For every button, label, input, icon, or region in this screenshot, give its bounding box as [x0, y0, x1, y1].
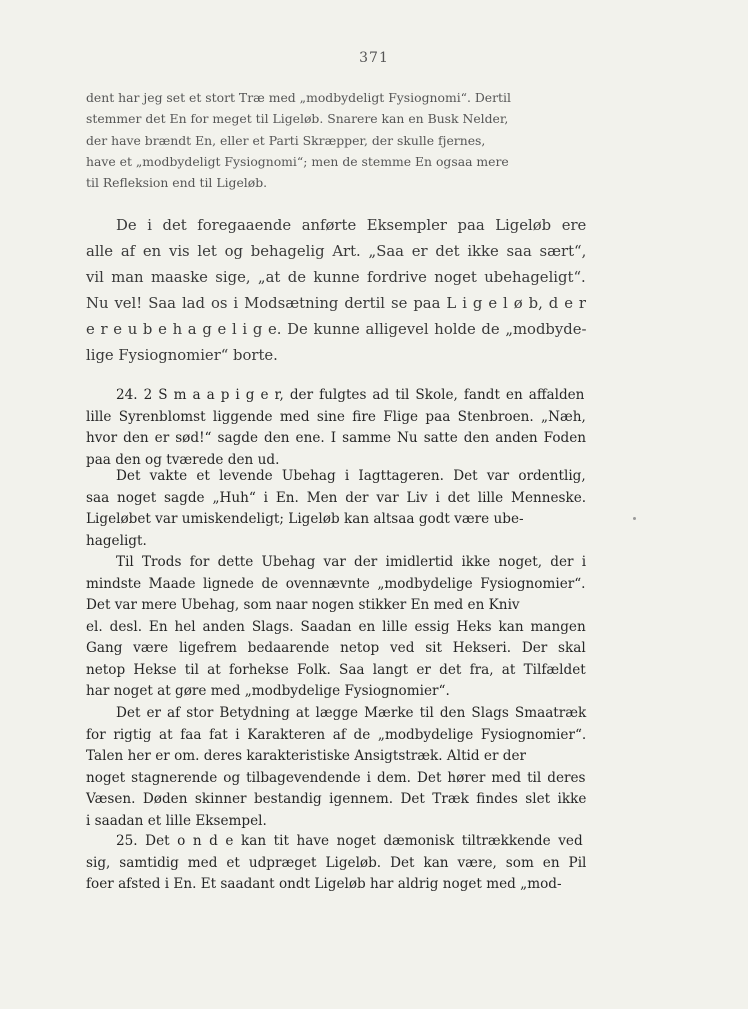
text-line: alle af en vis let og behagelig Art. „Saa er det ikke saa sært“,	[86, 243, 587, 261]
text-line: foer afsted i En. Et saadant ondt Ligeløb har aldrig noget med „mod-	[86, 876, 562, 893]
text-line: Gang være ligefrem bedaarende netop ved sit Hekseri. Der skal	[86, 640, 586, 657]
paragraph-2	[86, 213, 586, 370]
text-line: Det er af stor Betydning at lægge Mærke til den Slags Smaatræk	[116, 705, 587, 721]
text-line: paa den og tværede den ud.	[86, 451, 280, 468]
text-line: for rigtig at faa fat i Karakteren af de „modbydelige Fysiognomier“.	[86, 726, 587, 743]
text-line: hvor den er sød!“ sagde den ene. I samme Nu satte den anden Foden	[86, 430, 587, 447]
section-25	[86, 831, 586, 896]
text-line: Talen her er om. deres karakteristiske Ansigtstræk. Altid er der	[86, 748, 527, 765]
text-line: De i det foregaaende anførte Eksempler paa Ligeløb ere	[116, 217, 587, 234]
text-line: har noget at gøre med „modbydelige Fysiognomier“.	[86, 683, 450, 700]
text-line: e r e u b e h a g e l i g e. De kunne alligevel holde de „modbyde-	[86, 321, 587, 339]
text-line: 25. Det o n d e kan tit have noget dæmonisk tiltrækkende ved	[116, 833, 583, 849]
text-line: noget stagnerende og tilbagevendende i dem. Det hører med til deres	[86, 769, 586, 786]
text-line: Det var mere Ubehag, som naar nogen stikker En med en Kniv	[86, 597, 520, 614]
text-line: saa noget sagde „Huh“ i En. Men der var Liv i det lille Menneske.	[86, 489, 587, 506]
text-line: dent har jeg set et stort Træ med „modbydeligt Fysiognomi“. Dertil	[86, 90, 511, 105]
text-line: Væsen. Døden skinner bestandig igennem. Det Træk findes slet ikke	[86, 791, 587, 808]
text-line: netop Hekse til at forhekse Folk. Saa langt er det fra, at Tilfældet	[86, 661, 586, 678]
section-24-paragraph-2	[86, 466, 586, 552]
text-line: lille Syrenblomst liggende med sine fire Flige paa Stenbroen. „Næh,	[86, 408, 586, 425]
text-line: Til Trods for dette Ubehag var der imidlertid ikke noget, der i	[116, 554, 587, 570]
section-24-paragraph-3	[86, 552, 586, 703]
text-line: der have brændt En, eller et Parti Skræpper, der skulle fjernes,	[86, 132, 486, 148]
text-line: vil man maaske sige, „at de kunne fordrive noget ubehageligt“.	[86, 269, 586, 287]
text-line: mindste Maade lignede de ovennævnte „modbydelige Fysiognomier“.	[86, 575, 586, 592]
text-line: sig, samtidig med et udpræget Ligeløb. Det kan være, som en Pil	[86, 854, 587, 871]
margin-mark	[633, 517, 636, 520]
text-line: til Refleksion end til Ligeløb.	[86, 175, 268, 191]
text-line: Ligeløbet var umiskendeligt; Ligeløb kan altsaa godt være ube-	[86, 511, 524, 528]
text-line: el. desl. En hel anden Slags. Saadan en lille essig Heks kan mangen	[86, 618, 586, 635]
text-line: lige Fysiognomier“ borte.	[86, 347, 278, 365]
text-line: hageligt.	[86, 532, 147, 549]
text-line: 24. 2 S m a a p i g e r, der fulgtes ad til Skole, fandt en affalden	[116, 387, 585, 403]
page-number: 371	[359, 50, 389, 66]
section-24-paragraph-4	[86, 703, 586, 832]
text-line: Det vakte et levende Ubehag i Iagttageren. Det var ordentlig,	[116, 468, 586, 484]
section-24	[86, 385, 586, 471]
text-line: i saadan et lille Eksempel.	[86, 812, 267, 829]
text-line: have et „modbydeligt Fysiognomi“; men de stemme En ogsaa mere	[86, 153, 509, 169]
text-line: stemmer det En for meget til Ligeløb. Snarere kan en Busk Nelder,	[86, 111, 509, 127]
text-line: Nu vel! Saa lad os i Modsætning dertil se paa L i g e l ø b, d e r	[86, 295, 587, 313]
paragraph-1	[86, 87, 586, 193]
